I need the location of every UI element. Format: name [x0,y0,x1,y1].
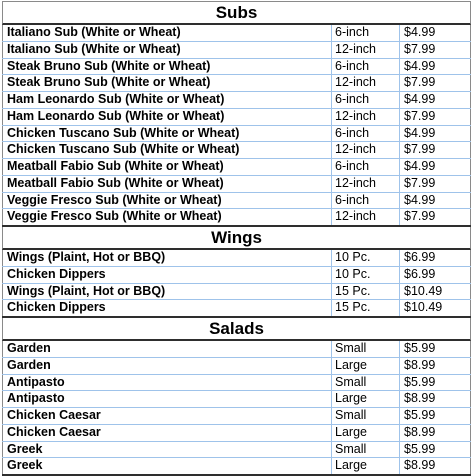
menu-row [2,284,471,301]
item-price-cell: $7.99 [400,109,471,125]
menu-row [2,458,471,476]
item-price-cell: $7.99 [400,142,471,158]
item-size-cell: Large [332,358,400,374]
item-name-cell: Antipasto [2,375,332,391]
item-name-cell: Meatball Fabio Sub (White or Wheat) [2,176,332,192]
item-price-cell: $8.99 [400,358,471,374]
item-size-cell: Small [332,442,400,458]
item-price-cell: $10.49 [400,300,471,316]
item-price-cell: $10.49 [400,284,471,300]
item-price-cell: $4.99 [400,159,471,175]
item-name-cell: Chicken Dippers [2,300,332,316]
item-size-cell: 12-inch [332,176,400,192]
item-size-cell: 12-inch [332,42,400,58]
section-header-salads: Salads [2,318,471,341]
item-price-cell: $8.99 [400,391,471,407]
item-size-cell: 12-inch [332,142,400,158]
item-size-cell: 10 Pc. [332,250,400,266]
item-name-cell: Chicken Dippers [2,267,332,283]
item-name-cell: Garden [2,358,332,374]
item-name-cell: Antipasto [2,391,332,407]
item-price-cell: $6.99 [400,250,471,266]
item-size-cell: 15 Pc. [332,300,400,316]
item-name-cell: Meatball Fabio Sub (White or Wheat) [2,159,332,175]
item-price-cell: $5.99 [400,442,471,458]
menu-row [2,209,471,227]
item-size-cell: Small [332,408,400,424]
item-size-cell: 12-inch [332,109,400,125]
item-size-cell: 6-inch [332,193,400,209]
menu-row [2,25,471,42]
item-size-cell: 6-inch [332,25,400,41]
item-size-cell: 12-inch [332,209,400,225]
item-name-cell: Chicken Tuscano Sub (White or Wheat) [2,142,332,158]
item-price-cell: $8.99 [400,458,471,474]
menu-row [2,425,471,442]
item-price-cell: $6.99 [400,267,471,283]
item-size-cell: 6-inch [332,126,400,142]
item-size-cell: Small [332,341,400,357]
section-header-subs: Subs [2,1,471,25]
item-name-cell: Chicken Caesar [2,425,332,441]
menu-row [2,408,471,425]
menu-row [2,92,471,109]
item-name-cell: Wings (Plaint, Hot or BBQ) [2,250,332,266]
item-name-cell: Greek [2,442,332,458]
item-size-cell: 6-inch [332,59,400,75]
menu-row [2,159,471,176]
item-size-cell: 15 Pc. [332,284,400,300]
item-price-cell: $8.99 [400,425,471,441]
item-name-cell: Italiano Sub (White or Wheat) [2,25,332,41]
menu-row [2,375,471,392]
menu-row [2,358,471,375]
item-price-cell: $5.99 [400,408,471,424]
item-name-cell: Steak Bruno Sub (White or Wheat) [2,59,332,75]
item-name-cell: Veggie Fresco Sub (White or Wheat) [2,209,332,225]
item-price-cell: $4.99 [400,59,471,75]
item-name-cell: Veggie Fresco Sub (White or Wheat) [2,193,332,209]
section-header-wings: Wings [2,227,471,250]
item-price-cell: $7.99 [400,209,471,225]
menu-row [2,176,471,193]
menu-row [2,267,471,284]
item-name-cell: Chicken Tuscano Sub (White or Wheat) [2,126,332,142]
item-name-cell: Ham Leonardo Sub (White or Wheat) [2,92,332,108]
item-price-cell: $4.99 [400,126,471,142]
item-name-cell: Greek [2,458,332,474]
item-price-cell: $7.99 [400,75,471,91]
menu-row [2,442,471,459]
menu-row [2,142,471,159]
item-name-cell: Ham Leonardo Sub (White or Wheat) [2,109,332,125]
item-price-cell: $4.99 [400,92,471,108]
menu-row [2,250,471,267]
item-name-cell: Chicken Caesar [2,408,332,424]
item-name-cell: Steak Bruno Sub (White or Wheat) [2,75,332,91]
menu-row [2,59,471,76]
menu-row [2,75,471,92]
item-size-cell: 10 Pc. [332,267,400,283]
menu-row [2,42,471,59]
item-price-cell: $5.99 [400,375,471,391]
menu-row [2,300,471,318]
item-size-cell: Large [332,425,400,441]
menu-table [2,1,471,476]
item-size-cell: 6-inch [332,159,400,175]
item-price-cell: $7.99 [400,42,471,58]
item-size-cell: Small [332,375,400,391]
item-price-cell: $4.99 [400,25,471,41]
item-size-cell: Large [332,458,400,474]
item-name-cell: Garden [2,341,332,357]
item-size-cell: Large [332,391,400,407]
menu-row [2,341,471,358]
item-price-cell: $7.99 [400,176,471,192]
item-name-cell: Italiano Sub (White or Wheat) [2,42,332,58]
menu-row [2,193,471,210]
menu-row [2,109,471,126]
item-price-cell: $4.99 [400,193,471,209]
menu-row [2,391,471,408]
menu-row [2,126,471,143]
item-size-cell: 6-inch [332,92,400,108]
item-size-cell: 12-inch [332,75,400,91]
item-name-cell: Wings (Plaint, Hot or BBQ) [2,284,332,300]
item-price-cell: $5.99 [400,341,471,357]
